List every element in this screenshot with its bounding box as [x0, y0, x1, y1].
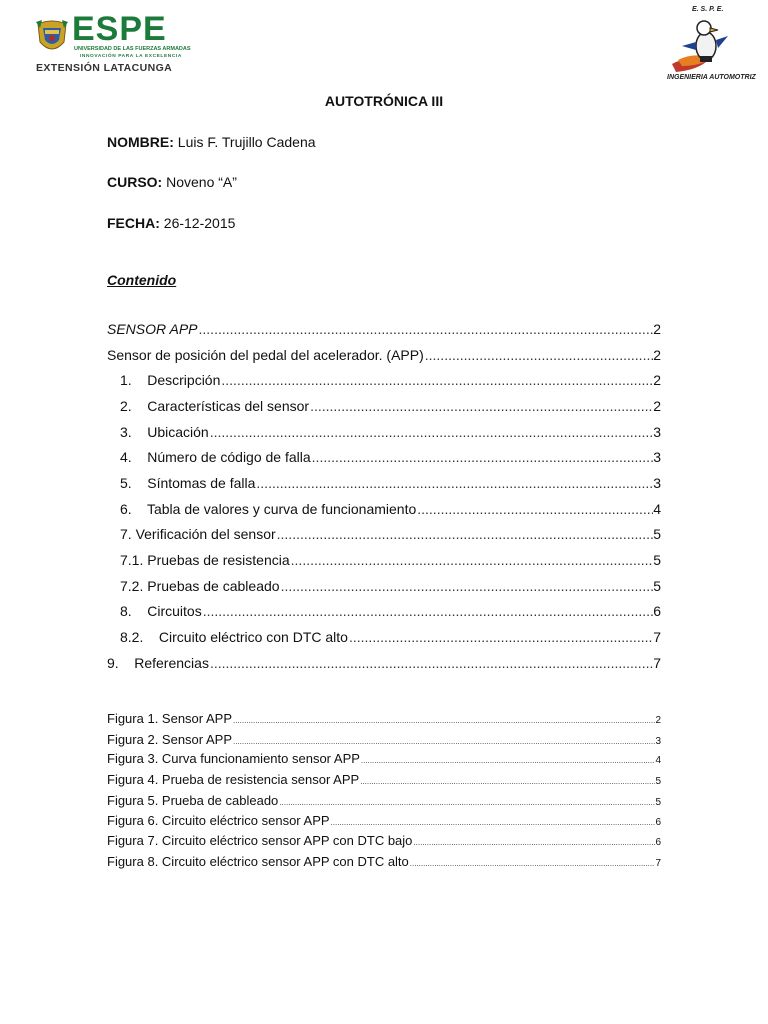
- toc-entry-label: 4. Número de código de falla: [120, 449, 311, 465]
- fecha-row: [107, 215, 235, 231]
- toc-entry-page: 7: [653, 629, 661, 645]
- toc-entry-label: SENSOR APP: [107, 321, 198, 337]
- toc-leader: [202, 603, 654, 619]
- figure-entry-page: 6: [655, 817, 661, 828]
- toc-entry-label: 2. Características del sensor: [120, 398, 310, 414]
- university-tagline: INNOVACIÓN PARA LA EXCELENCIA: [80, 54, 182, 59]
- toc-entry-page: 5: [653, 552, 661, 568]
- figure-entry-page: 4: [655, 755, 661, 766]
- toc-entry-label: 7.2. Pruebas de cableado: [120, 578, 280, 594]
- toc-entry[interactable]: [107, 347, 661, 365]
- automotive-engineering-logo: [662, 4, 756, 86]
- espe-wordmark: ESPE: [72, 10, 167, 48]
- figure-entry-label: Figura 3. Curva funcionamiento sensor APP: [107, 751, 360, 766]
- toc-entry-page: 2: [653, 321, 661, 337]
- toc-leader: [416, 501, 653, 517]
- campus-extension: EXTENSIÓN LATACUNGA: [36, 62, 173, 74]
- figure-entry-page: 6: [655, 837, 661, 848]
- fecha-value: 26-12-2015: [159, 215, 236, 231]
- figure-entry[interactable]: [107, 751, 661, 767]
- logo-acronym: E. S. P. E.: [692, 6, 724, 13]
- figure-leader: [330, 818, 656, 827]
- figure-entry-page: 5: [655, 776, 661, 787]
- toc-entry[interactable]: [120, 603, 661, 621]
- figure-entry[interactable]: [107, 732, 661, 748]
- toc-entry-page: 7: [653, 655, 661, 671]
- toc-leader: [276, 526, 654, 542]
- figure-entry-label: Figura 7. Circuito eléctrico sensor APP con DTC bajo: [107, 833, 413, 848]
- figure-entry-page: 2: [655, 715, 661, 726]
- toc-entry-label: 5. Síntomas de falla: [120, 475, 256, 491]
- nombre-label: NOMBRE:: [107, 134, 174, 150]
- toc-entry[interactable]: [120, 629, 661, 647]
- toc-entry-label: 7. Verificación del sensor: [120, 526, 276, 542]
- toc-entry[interactable]: [120, 475, 661, 493]
- toc-entry-page: 3: [653, 475, 661, 491]
- toc-entry[interactable]: [107, 655, 661, 673]
- toc-leader: [209, 424, 653, 440]
- toc-entry-page: 2: [653, 372, 661, 388]
- curso-row: [107, 174, 237, 190]
- figure-entry-label: Figura 6. Circuito eléctrico sensor APP: [107, 813, 330, 828]
- figure-entry-page: 5: [655, 797, 661, 808]
- toc-entry[interactable]: [120, 526, 661, 544]
- toc-entry[interactable]: [120, 552, 661, 570]
- toc-entry[interactable]: [120, 424, 661, 442]
- document-title: AUTOTRÓNICA III: [324, 93, 444, 109]
- eagle-mascot-icon: [666, 16, 740, 74]
- toc-entry-page: 2: [653, 347, 661, 363]
- contents-heading: Contenido: [107, 272, 177, 288]
- toc-entry[interactable]: [120, 372, 661, 390]
- toc-entry-label: 1. Descripción: [120, 372, 221, 388]
- figure-entry-page: 3: [655, 736, 661, 747]
- figure-leader: [359, 777, 655, 786]
- toc-leader: [209, 655, 653, 671]
- figure-entry[interactable]: [107, 772, 661, 788]
- toc-entry-label: 8.2. Circuito eléctrico con DTC alto: [120, 629, 348, 645]
- figure-leader: [232, 716, 655, 725]
- toc-leader: [198, 321, 654, 337]
- toc-entry-label: 8. Circuitos: [120, 603, 202, 619]
- toc-leader: [348, 629, 653, 645]
- figure-entry-page: 7: [655, 858, 661, 869]
- toc-entry-label: Sensor de posición del pedal del acelerador. (APP): [107, 347, 424, 363]
- toc-leader: [220, 372, 653, 388]
- figure-leader: [278, 798, 655, 807]
- figure-leader: [412, 838, 655, 847]
- toc-entry-page: 4: [653, 501, 661, 517]
- figure-entry-label: Figura 4. Prueba de resistencia sensor APP: [107, 772, 360, 787]
- curso-label: CURSO:: [107, 174, 163, 190]
- toc-entry[interactable]: [120, 398, 661, 416]
- toc-entry-page: 3: [653, 424, 661, 440]
- toc-leader: [255, 475, 653, 491]
- figure-entry-label: Figura 5. Prueba de cableado: [107, 793, 279, 808]
- figure-leader: [232, 737, 655, 746]
- toc-entry-label: 3. Ubicación: [120, 424, 209, 440]
- nombre-value: Luis F. Trujillo Cadena: [173, 134, 316, 150]
- toc-leader: [424, 347, 653, 363]
- figure-leader: [409, 859, 656, 868]
- toc-leader: [311, 449, 654, 465]
- toc-entry[interactable]: [120, 578, 661, 596]
- figure-entry[interactable]: [107, 813, 661, 829]
- figure-entry[interactable]: [107, 854, 661, 870]
- figure-entry-label: Figura 1. Sensor APP: [107, 711, 233, 726]
- curso-value: Noveno “A”: [162, 174, 237, 190]
- figure-leader: [360, 756, 656, 765]
- toc-entry-page: 2: [653, 398, 661, 414]
- university-name: UNIVERSIDAD DE LAS FUERZAS ARMADAS: [74, 46, 191, 52]
- toc-entry-label: 9. Referencias: [107, 655, 209, 671]
- toc-entry-label: 7.1. Pruebas de resistencia: [120, 552, 290, 568]
- toc-leader: [309, 398, 653, 414]
- toc-entry-label: 6. Tabla de valores y curva de funcionamiento: [120, 501, 417, 517]
- toc-leader: [290, 552, 654, 568]
- nombre-row: [107, 134, 316, 150]
- figure-entry[interactable]: [107, 793, 661, 809]
- toc-entry[interactable]: [120, 449, 661, 467]
- toc-entry-page: 6: [653, 603, 661, 619]
- fecha-label: FECHA:: [107, 215, 160, 231]
- figure-entry[interactable]: [107, 833, 661, 849]
- toc-leader: [280, 578, 654, 594]
- logo-caption: INGENIERIA AUTOMOTRIZ: [667, 74, 756, 81]
- espe-logo: [34, 10, 191, 76]
- figure-entry-label: Figura 8. Circuito eléctrico sensor APP con DTC alto: [107, 854, 409, 869]
- toc-entry-page: 5: [653, 578, 661, 594]
- figure-entry[interactable]: [107, 711, 661, 727]
- figure-entry-label: Figura 2. Sensor APP: [107, 732, 233, 747]
- toc-entry[interactable]: [107, 321, 661, 339]
- toc-entry[interactable]: [120, 501, 661, 519]
- university-seal-icon: [34, 18, 70, 58]
- toc-entry-page: 3: [653, 449, 661, 465]
- toc-entry-page: 5: [653, 526, 661, 542]
